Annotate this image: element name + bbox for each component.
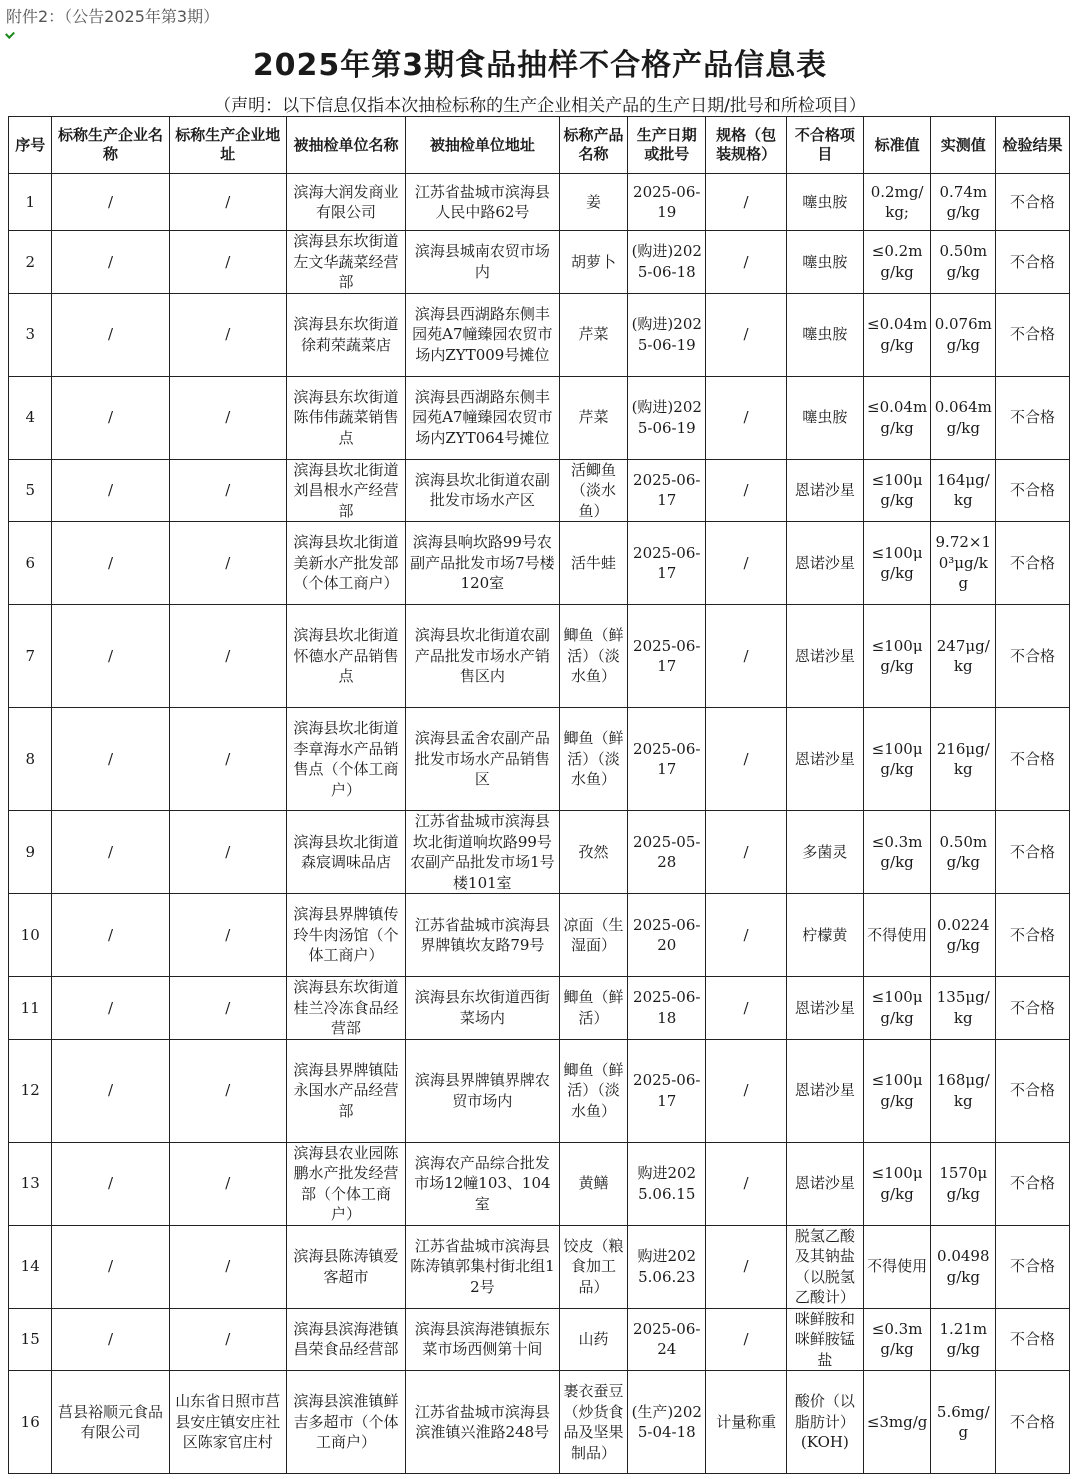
table-cell: /	[706, 459, 787, 522]
table-row	[9, 894, 1070, 977]
table-cell: 黄鳝	[559, 1142, 628, 1225]
table-cell: 滨海县界牌镇界牌农贸市场内	[406, 1039, 560, 1142]
table-cell: 0.74mg/kg	[931, 174, 996, 231]
table-cell: 滨海县滨海港镇振东菜市场西侧第十间	[406, 1308, 560, 1371]
table-cell: /	[706, 1308, 787, 1371]
table-cell: 2025-06-17	[628, 605, 706, 708]
table-cell: 滨海县东坎街道左文华蔬菜经营部	[286, 231, 405, 294]
table-cell: /	[706, 605, 787, 708]
table-cell: 江苏省盐城市滨海县人民中路62号	[406, 174, 560, 231]
table-cell: 不合格	[996, 1039, 1070, 1142]
col-header: 不合格项目	[786, 117, 863, 174]
table-cell: 饺皮（粮食加工品）	[559, 1225, 628, 1308]
table-cell: 2025-06-24	[628, 1308, 706, 1371]
table-cell: /	[52, 977, 169, 1040]
table-cell: /	[706, 708, 787, 811]
table-row	[9, 459, 1070, 522]
table-cell: 8	[9, 708, 52, 811]
table-cell: /	[706, 376, 787, 459]
table-cell: 11	[9, 977, 52, 1040]
table-cell: 1	[9, 174, 52, 231]
green-corner-mark	[5, 29, 15, 39]
table-cell: 滨海县东坎街道西街菜场内	[406, 977, 560, 1040]
table-cell: 滨海县西湖路东侧丰园苑A7幢臻园农贸市场内ZYT009号摊位	[406, 293, 560, 376]
table-cell: 脱氢乙酸及其钠盐（以脱氢乙酸计）	[786, 1225, 863, 1308]
table-cell: /	[169, 174, 286, 231]
table-cell: 江苏省盐城市滨海县滨淮镇兴淮路248号	[406, 1371, 560, 1474]
table-cell: 山东省日照市莒县安庄镇安庄社区陈家官庄村	[169, 1371, 286, 1474]
table-cell: /	[169, 459, 286, 522]
col-header: 规格（包装规格）	[706, 117, 787, 174]
table-cell: 鲫鱼（鲜活）（淡水鱼）	[559, 708, 628, 811]
table-cell: 滨海县城南农贸市场内	[406, 231, 560, 294]
table-cell: ≤0.3mg/kg	[863, 1308, 931, 1371]
table-cell: 恩诺沙星	[786, 977, 863, 1040]
table-cell: 168μg/kg	[931, 1039, 996, 1142]
table-row	[9, 231, 1070, 294]
table-cell: 0.0224g/kg	[931, 894, 996, 977]
table-cell: 滨海县坎北街道李章海水产品销售点（个体工商户）	[286, 708, 405, 811]
table-cell: ≤100μg/kg	[863, 1142, 931, 1225]
table-cell: 恩诺沙星	[786, 1142, 863, 1225]
table-cell: 不合格	[996, 293, 1070, 376]
table-cell: ≤0.04mg/kg	[863, 293, 931, 376]
table-cell: 滨海县坎北街道农副产品批发市场水产销售区内	[406, 605, 560, 708]
table-cell: 滨海县东坎街道桂兰冷冻食品经营部	[286, 977, 405, 1040]
table-cell: 滨海县坎北街道美新水产批发部（个体工商户）	[286, 522, 405, 605]
table-row	[9, 174, 1070, 231]
unqualified-products-table	[8, 116, 1070, 1474]
table-cell: /	[52, 1308, 169, 1371]
table-cell: 滨海县界牌镇陆永国水产品经营部	[286, 1039, 405, 1142]
table-cell: ≤0.3mg/kg	[863, 811, 931, 894]
col-header: 标称生产企业名称	[52, 117, 169, 174]
table-cell: 孜然	[559, 811, 628, 894]
table-cell: 5	[9, 459, 52, 522]
table-cell: 不合格	[996, 522, 1070, 605]
table-cell: 不得使用	[863, 1225, 931, 1308]
table-cell: /	[706, 293, 787, 376]
table-cell: 滨海大润发商业有限公司	[286, 174, 405, 231]
table-cell: 噻虫胺	[786, 174, 863, 231]
table-cell: 滨海县东坎街道徐莉荣蔬菜店	[286, 293, 405, 376]
table-cell: 酸价（以脂肪计）(KOH)	[786, 1371, 863, 1474]
table-cell: /	[169, 376, 286, 459]
table-cell: /	[706, 231, 787, 294]
table-cell: 鲫鱼（鲜活）（淡水鱼）	[559, 1039, 628, 1142]
table-cell: /	[706, 811, 787, 894]
table-cell: 滨海县坎北街道怀德水产品销售点	[286, 605, 405, 708]
table-cell: 滨海农产品综合批发市场12幢103、104室	[406, 1142, 560, 1225]
col-header: 标准值	[863, 117, 931, 174]
table-cell: 不合格	[996, 894, 1070, 977]
table-cell: /	[169, 1039, 286, 1142]
table-cell: 胡萝卜	[559, 231, 628, 294]
table-row	[9, 522, 1070, 605]
table-cell: 恩诺沙星	[786, 522, 863, 605]
table-cell: (购进)2025-06-19	[628, 376, 706, 459]
table-cell: /	[52, 376, 169, 459]
table-cell: ≤100μg/kg	[863, 708, 931, 811]
table-cell: 不合格	[996, 708, 1070, 811]
table-cell: 噻虫胺	[786, 231, 863, 294]
table-cell: /	[169, 605, 286, 708]
table-cell: /	[52, 1039, 169, 1142]
table-cell: 凉面（生湿面）	[559, 894, 628, 977]
table-cell: 14	[9, 1225, 52, 1308]
table-cell: 0.064mg/kg	[931, 376, 996, 459]
table-cell: 2025-06-17	[628, 459, 706, 522]
table-cell: 不合格	[996, 459, 1070, 522]
col-header: 实测值	[931, 117, 996, 174]
table-cell: 滨海县西湖路东侧丰园苑A7幢臻园农贸市场内ZYT064号摊位	[406, 376, 560, 459]
statement-note: （声明：以下信息仅指本次抽检标称的生产企业相关产品的生产日期/批号和所检项目）	[214, 96, 866, 116]
table-row	[9, 1308, 1070, 1371]
table-cell: 2025-05-28	[628, 811, 706, 894]
table-cell: 16	[9, 1371, 52, 1474]
table-cell: /	[706, 174, 787, 231]
table-cell: 江苏省盐城市滨海县陈涛镇郭集村街北组12号	[406, 1225, 560, 1308]
table-cell: 不合格	[996, 1142, 1070, 1225]
table-cell: 不合格	[996, 977, 1070, 1040]
table-cell: 滨海县东坎街道陈伟伟蔬菜销售点	[286, 376, 405, 459]
table-cell: /	[52, 605, 169, 708]
table-cell: 1570μg/kg	[931, 1142, 996, 1225]
table-cell: 2025-06-20	[628, 894, 706, 977]
table-cell: 江苏省盐城市滨海县界牌镇坎友路79号	[406, 894, 560, 977]
table-row	[9, 708, 1070, 811]
table-row	[9, 605, 1070, 708]
table-cell: ≤100μg/kg	[863, 605, 931, 708]
table-cell: 164μg/kg	[931, 459, 996, 522]
table-cell: 滨海县界牌镇传玲牛肉汤馆（个体工商户）	[286, 894, 405, 977]
table-cell: 噻虫胺	[786, 376, 863, 459]
table-cell: ≤100μg/kg	[863, 522, 931, 605]
table-cell: 2025-06-17	[628, 1039, 706, 1142]
table-row	[9, 977, 1070, 1040]
table-cell: 0.0498g/kg	[931, 1225, 996, 1308]
table-cell: /	[706, 1225, 787, 1308]
table-cell: /	[52, 459, 169, 522]
table-cell: 购进2025.06.15	[628, 1142, 706, 1225]
table-cell: 恩诺沙星	[786, 459, 863, 522]
table-cell: /	[169, 522, 286, 605]
table-cell: 姜	[559, 174, 628, 231]
table-row	[9, 1371, 1070, 1474]
table-cell: /	[52, 293, 169, 376]
table-row	[9, 293, 1070, 376]
table-header-row	[9, 117, 1070, 174]
table-cell: /	[52, 231, 169, 294]
table-cell: 7	[9, 605, 52, 708]
table-cell: 3	[9, 293, 52, 376]
table-cell: 0.50mg/kg	[931, 231, 996, 294]
table-row	[9, 811, 1070, 894]
table-cell: 裹衣蚕豆（炒货食品及坚果制品）	[559, 1371, 628, 1474]
table-cell: 不得使用	[863, 894, 931, 977]
col-header: 生产日期或批号	[628, 117, 706, 174]
table-cell: 恩诺沙星	[786, 605, 863, 708]
table-cell: 135μg/kg	[931, 977, 996, 1040]
table-cell: /	[52, 174, 169, 231]
table-cell: 鲫鱼（鲜活）（淡水鱼）	[559, 605, 628, 708]
table-cell: /	[52, 708, 169, 811]
table-cell: 滨海县坎北街道森宸调味品店	[286, 811, 405, 894]
table-cell: 0.076mg/kg	[931, 293, 996, 376]
table-cell: 不合格	[996, 174, 1070, 231]
table-cell: 柠檬黄	[786, 894, 863, 977]
col-header: 被抽检单位名称	[286, 117, 405, 174]
table-cell: /	[706, 894, 787, 977]
table-cell: 莒县裕顺元食品有限公司	[52, 1371, 169, 1474]
table-cell: 2025-06-17	[628, 708, 706, 811]
table-cell: 1.21mg/kg	[931, 1308, 996, 1371]
table-cell: 滨海县孟舍农副产品批发市场水产品销售区	[406, 708, 560, 811]
table-cell: /	[52, 811, 169, 894]
table-cell: 6	[9, 522, 52, 605]
table-cell: 购进2025.06.23	[628, 1225, 706, 1308]
table-cell: /	[169, 894, 286, 977]
table-cell: 鲫鱼（鲜活）	[559, 977, 628, 1040]
table-row	[9, 1225, 1070, 1308]
table-cell: /	[52, 894, 169, 977]
table-cell: 9.72×10³μg/kg	[931, 522, 996, 605]
col-header: 标称生产企业地址	[169, 117, 286, 174]
table-cell: 滨海县坎北街道刘昌根水产经营部	[286, 459, 405, 522]
table-cell: /	[52, 1142, 169, 1225]
col-header: 检验结果	[996, 117, 1070, 174]
table-cell: ≤100μg/kg	[863, 459, 931, 522]
table-cell: /	[169, 708, 286, 811]
table-cell: 山药	[559, 1308, 628, 1371]
table-cell: 0.50mg/kg	[931, 811, 996, 894]
table-cell: /	[706, 1142, 787, 1225]
table-cell: 滨海县响坎路99号农副产品批发市场7号楼120室	[406, 522, 560, 605]
table-cell: ≤100μg/kg	[863, 1039, 931, 1142]
table-cell: 不合格	[996, 376, 1070, 459]
table-cell: 15	[9, 1308, 52, 1371]
table-cell: 不合格	[996, 811, 1070, 894]
table-cell: /	[169, 293, 286, 376]
table-cell: 噻虫胺	[786, 293, 863, 376]
table-cell: /	[169, 1142, 286, 1225]
table-cell: /	[52, 522, 169, 605]
table-row	[9, 376, 1070, 459]
table-cell: 不合格	[996, 231, 1070, 294]
table-cell: 2025-06-19	[628, 174, 706, 231]
table-cell: /	[169, 1308, 286, 1371]
table-cell: 不合格	[996, 1371, 1070, 1474]
table-row	[9, 1039, 1070, 1142]
table-cell: /	[706, 1039, 787, 1142]
col-header: 标称产品名称	[559, 117, 628, 174]
col-header: 序号	[9, 117, 52, 174]
table-cell: 恩诺沙星	[786, 1039, 863, 1142]
table-cell: (购进)2025-06-19	[628, 293, 706, 376]
table-cell: (购进)2025-06-18	[628, 231, 706, 294]
table-cell: 滨海县农业园陈鹏水产批发经营部（个体工商户）	[286, 1142, 405, 1225]
table-cell: 216μg/kg	[931, 708, 996, 811]
table-cell: (生产)2025-04-18	[628, 1371, 706, 1474]
table-cell: 不合格	[996, 1308, 1070, 1371]
table-cell: 滨海县滨海港镇昌荣食品经营部	[286, 1308, 405, 1371]
table-row	[9, 1142, 1070, 1225]
table-cell: /	[706, 977, 787, 1040]
table-cell: 咪鲜胺和咪鲜胺锰盐	[786, 1308, 863, 1371]
table-cell: /	[169, 231, 286, 294]
table-cell: ≤0.2mg/kg	[863, 231, 931, 294]
table-cell: 多菌灵	[786, 811, 863, 894]
table-cell: 2025-06-18	[628, 977, 706, 1040]
table-cell: 10	[9, 894, 52, 977]
table-cell: 13	[9, 1142, 52, 1225]
table-cell: /	[169, 1225, 286, 1308]
table-cell: 滨海县陈涛镇爱客超市	[286, 1225, 405, 1308]
table-cell: 恩诺沙星	[786, 708, 863, 811]
table-cell: 2025-06-17	[628, 522, 706, 605]
table-cell: 9	[9, 811, 52, 894]
table-cell: ≤100μg/kg	[863, 977, 931, 1040]
table-cell: 江苏省盐城市滨海县坎北街道响坎路99号农副产品批发市场1号楼101室	[406, 811, 560, 894]
table-cell: 12	[9, 1039, 52, 1142]
table-cell: 4	[9, 376, 52, 459]
table-cell: 不合格	[996, 1225, 1070, 1308]
table-cell: 滨海县滨淮镇鲜吉多超市（个体工商户）	[286, 1371, 405, 1474]
table-cell: 计量称重	[706, 1371, 787, 1474]
table-cell: 芹菜	[559, 376, 628, 459]
annex-label: 附件2：（公告2025年第3期）	[6, 7, 220, 26]
table-cell: /	[706, 522, 787, 605]
table-cell: 2	[9, 231, 52, 294]
table-cell: ≤3mg/g	[863, 1371, 931, 1474]
table-cell: ≤0.04mg/kg	[863, 376, 931, 459]
table-cell: 0.2mg/kg;	[863, 174, 931, 231]
table-cell: 活牛蛙	[559, 522, 628, 605]
table-cell: 247μg/kg	[931, 605, 996, 708]
table-cell: 滨海县坎北街道农副批发市场水产区	[406, 459, 560, 522]
table-cell: 5.6mg/g	[931, 1371, 996, 1474]
table-cell: /	[52, 1225, 169, 1308]
table-cell: 不合格	[996, 605, 1070, 708]
document-title: 2025年第3期食品抽样不合格产品信息表	[252, 48, 828, 83]
table-cell: 芹菜	[559, 293, 628, 376]
table-cell: /	[169, 811, 286, 894]
table-cell: 活鲫鱼（淡水鱼）	[559, 459, 628, 522]
col-header: 被抽检单位地址	[406, 117, 560, 174]
table-cell: /	[169, 977, 286, 1040]
